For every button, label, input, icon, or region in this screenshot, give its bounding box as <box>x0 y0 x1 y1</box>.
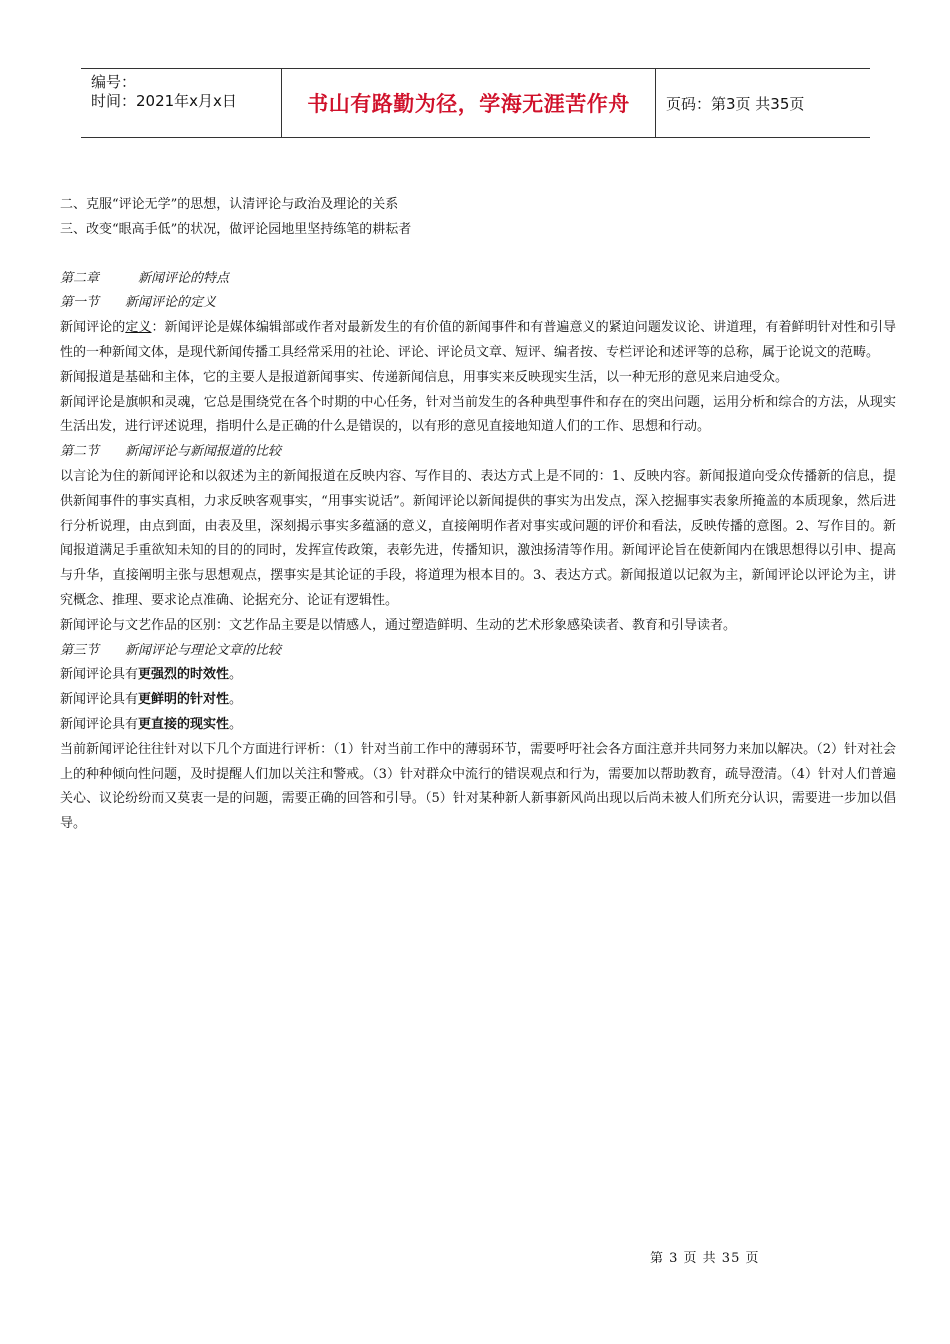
text-run: ：新闻评论是媒体编辑部或作者对最新发生的有价值的新闻事件和有普遍意义的紧迫问题发议论、讲道理，有着鲜明针对性和引导性的一种新闻文体，是现代新闻传播工具经常采用的社论、评论、评论员文章、短评、编者按、专栏评论和述评等的总称，属于论说文的范畴。 <box>60 320 896 360</box>
text-run: 。 <box>229 716 243 732</box>
bold-term: 更鲜明的针对性 <box>138 692 230 708</box>
paragraph <box>60 688 896 713</box>
date-label: 时间：2021年x月x日 <box>91 92 237 110</box>
paragraph <box>60 663 896 688</box>
paragraph <box>60 713 896 738</box>
section-heading: 第二节 新闻评论与新闻报道的比较 <box>60 444 282 460</box>
paragraph: 新闻报道是基础和主体，它的主要人是报道新闻事实、传递新闻信息，用事实来反映现实生活，以一种无形的意见来启迪受众。 <box>60 369 789 385</box>
page-footer: 第 3 页 共 35 页 <box>650 1251 760 1266</box>
document-body <box>60 193 896 837</box>
paragraph: 新闻评论与文艺作品的区别：文艺作品主要是以情感人，通过塑造鲜明、生动的艺术形象感染读者、教育和引导读者。 <box>60 617 737 633</box>
number-label: 编号： <box>91 73 137 91</box>
section-heading: 第一节 新闻评论的定义 <box>60 295 217 311</box>
header-motto: 书山有路勤为径，学海无涯苦作舟 <box>282 69 656 137</box>
text-run: 新闻评论具有 <box>60 667 139 683</box>
text-run: 新闻评论具有 <box>60 716 139 732</box>
paragraph: 以言论为住的新闻评论和以叙述为主的新闻报道在反映内容、写作目的、表达方式上是不同的：1、反映内容。新闻报道向受众传播新的信息，提供新闻事件的事实真相，力求反映客观事实，“用事实说话”。新闻评论以新闻提供的事实为出发点，深入挖掘事实表象所掩盖的本质现象，然后进行分析说理，由点到面，由表及里，深刻揭示事实多蕴涵的意义，直接阐明作者对事实或问题的评价和看法，反映传播的意图。2、写作目的。新闻报道满足手重欲知未知的目的的同时，发挥宣传政策，表彰先进，传播知识，激浊扬清等作用。新闻评论旨在使新闻内在饿思想得以引申、提高与升华，直接阐明主张与思想观点，摆事实是其论证的手段，将道理为根本目的。3、表达方式。新闻报道以记叙为主，新闻评论以评论为主，讲究概念、推理、要求论点准确、论据充分、论证有逻辑性。 <box>60 468 896 608</box>
bold-term: 更直接的现实性 <box>138 716 230 732</box>
text-run: 新闻评论具有 <box>60 692 139 708</box>
section-heading: 第三节 新闻评论与理论文章的比较 <box>60 642 282 658</box>
underlined-term: 定义 <box>125 320 152 336</box>
header-page-label: 页码：第3页 共35页 <box>666 94 805 113</box>
paragraph: 三、改变“眼高手低”的状况，做评论园地里坚持练笔的耕耘者 <box>60 221 412 237</box>
text-run: 。 <box>229 692 243 708</box>
paragraph: 当前新闻评论往往针对以下几个方面进行评析：（1）针对当前工作中的薄弱环节，需要呼吁社会各方面注意并共同努力来加以解决。（2）针对社会上的种种倾向性问题，及时提醒人们加以关注和警戒。（3）针对群众中流行的错误观点和行为，需要加以帮助教育，疏导澄清。（4）针对人们普遍关心、议论纷纷而又莫衷一是的问题，需要正确的回答和引导。（5）针对某种新人新事新风尚出现以后尚未被人们所充分认识，需要进一步加以倡导。 <box>60 741 896 832</box>
paragraph: 二、克服“评论无学”的思想，认清评论与政治及理论的关系 <box>60 197 399 212</box>
text-run: 新闻评论的 <box>60 320 126 336</box>
paragraph <box>60 316 896 366</box>
bold-term: 更强烈的时效性 <box>138 667 230 683</box>
header-meta <box>81 69 282 137</box>
text-run: 。 <box>229 667 243 683</box>
paragraph: 新闻评论是旗帜和灵魂，它总是围绕党在各个时期的中心任务，针对当前发生的各种典型事件和存在的突出问题，运用分析和综合的方法，从现实生活出发，进行评述说理，指明什么是正确的什么是错误的，以有形的意见直接地知道人们的工作、思想和行动。 <box>60 394 896 435</box>
page-header <box>81 68 870 138</box>
chapter-heading: 第二章 新闻评论的特点 <box>60 270 230 286</box>
